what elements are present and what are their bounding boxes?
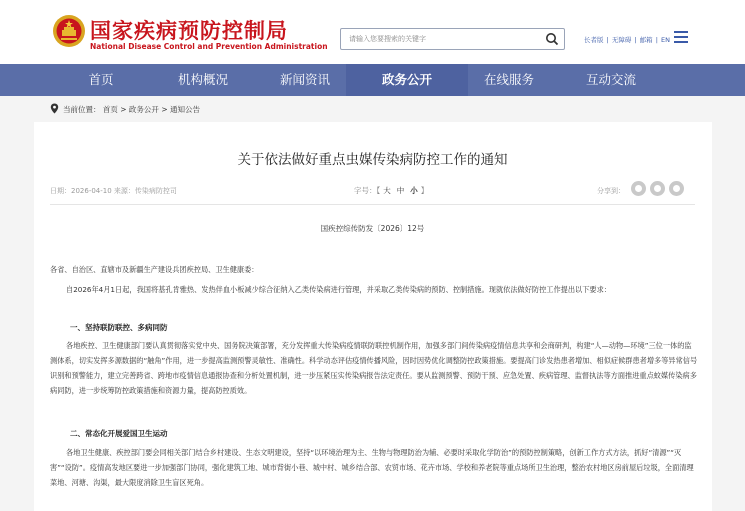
link-elder-version[interactable]: 长者版	[584, 36, 604, 44]
site-logo-subtitle: National Disease Control and Prevention Administration	[90, 42, 328, 51]
search-box[interactable]	[340, 28, 565, 50]
main-nav	[0, 64, 745, 96]
national-emblem-icon[interactable]	[52, 14, 86, 48]
link-accessibility[interactable]: 无障碍	[611, 36, 632, 44]
article-meta: 日期：2026-04-10 来源：传染病防控司	[50, 187, 177, 195]
section-heading-1: 一、坚持联防联控、多病同防	[70, 323, 168, 332]
nav-government-affairs[interactable]: 政务公开	[346, 64, 468, 96]
share-wechat-icon[interactable]	[631, 181, 646, 196]
site-logo-title[interactable]: 国家疾病预防控制局	[90, 19, 288, 43]
top-links: 长者版 | 无障碍 | 邮箱 | EN	[584, 36, 670, 44]
search-input[interactable]: 请输入您要搜索的关键字	[349, 35, 426, 43]
font-size-medium[interactable]: 中	[396, 186, 405, 195]
share-weibo-icon[interactable]	[650, 181, 665, 196]
font-size-large[interactable]: 大	[383, 186, 391, 195]
article-intro: 自2026年4月1日起，我国将基孔肯雅热、发热伴血小板减少综合征纳入乙类传染病进行管理，并采取乙类传染病的预防、控制措施。现就依法做好防控工作提出以下要求：	[66, 285, 611, 294]
section-heading-2: 二、常态化开展爱国卫生运动	[70, 429, 168, 438]
search-icon[interactable]	[545, 32, 559, 46]
site-header	[0, 0, 745, 64]
document-number: 国疾控综传防发〔2026〕12号	[320, 224, 425, 233]
section-body-1: 各地疾控、卫生健康部门要认真贯彻落实党中央、国务院决策部署，充分发挥重大传染病疫情联防联控机制作用，加强多部门间传染病疫情信息共享和会商研判，构建“人—动物—环境”三位一体的监测体系，切实发挥多源数据的“触角”作用，进一步提高监测预警灵敏性、准确性。科学动态评估疫情传播风险，因时因势优化调整防控政策措施。要提高门诊发热患者增加、相似症候群患者增多等异常信号识别和预警能力，建立完善跨省、跨地市疫情信息通报协查和分析处置机制，进一步压紧压实传染病报告法定责任。要从监测预警、预防干预、应急处置、疾病管理、监督执法等方面推进重点蚊媒传染病多病同防，进一步统筹防控政策措施和资源力量，提高防控质效。	[50, 341, 698, 395]
font-size-control: 字号：【 大 中 小 】	[354, 186, 429, 195]
location-pin-icon	[50, 103, 59, 114]
nav-news[interactable]: 新闻资讯	[279, 72, 330, 87]
nav-about[interactable]: 机构概况	[177, 72, 228, 87]
section-body-2: 各地卫生健康、疾控部门要会同相关部门结合乡村建设、生态文明建设，坚持“以环境治理为主、生物与物理防治为辅、必要时采取化学防治”的预防控制策略，创新工作方式方法，抓好“清源”“灭害”“设防”。疫情高发地区要进一步加强部门协同，强化建筑工地、城市背街小巷、城中村、城乡结合部、农贸市场、花卉市场、学校和养老院等重点场所卫生治理，整治农村地区房前屋后垃圾，全面清理菜地、河塘、沟渠，最大限度消除卫生盲区死角。	[50, 448, 694, 487]
font-size-label: 字号：	[354, 186, 377, 195]
font-size-small[interactable]: 小	[410, 186, 418, 195]
nav-interaction[interactable]: 互动交流	[585, 72, 636, 87]
link-english[interactable]: EN	[660, 36, 670, 44]
article-addressee: 各省、自治区、直辖市及新疆生产建设兵团疾控局、卫生健康委：	[50, 265, 259, 274]
meta-divider	[50, 204, 695, 205]
share-label: 分享到：	[597, 187, 625, 195]
hamburger-menu-icon[interactable]	[674, 31, 688, 43]
share-qzone-icon[interactable]	[669, 181, 684, 196]
link-mailbox[interactable]: 邮箱	[639, 36, 653, 44]
nav-home[interactable]: 首页	[88, 72, 114, 87]
nav-online-services[interactable]: 在线服务	[483, 72, 534, 87]
breadcrumb[interactable]: 当前位置： 首页 > 政务公开 > 通知公告	[63, 105, 200, 114]
article-title: 关于依法做好重点虫媒传染病防控工作的通知	[237, 152, 508, 168]
